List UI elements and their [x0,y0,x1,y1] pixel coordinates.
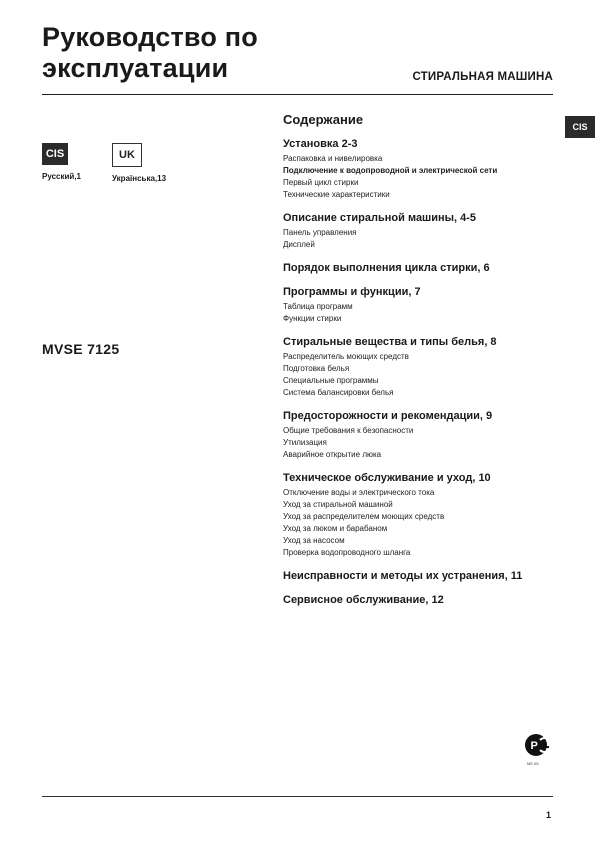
toc-item: Специальные программы [283,376,379,385]
certification-mark-icon [524,733,552,763]
toc-heading[interactable]: Техническое обслуживание и уход, 10 [283,472,491,484]
document-title [42,22,258,84]
toc-heading[interactable]: Порядок выполнения цикла стирки, 6 [283,262,490,274]
bottom-divider [42,796,553,797]
model-number: MVSE 7125 [42,341,120,357]
toc-item: Система балансировки белья [283,388,394,397]
language-label: Русский,1 [42,172,81,181]
toc-section-maintenance [283,472,563,559]
toc-heading[interactable]: Неисправности и методы их устранения, 11 [283,570,523,582]
toc-section-service [283,594,563,607]
toc-item: Аварийное открытие люка [283,450,382,459]
title-line-1: Руководство по [42,22,258,52]
toc-title: Содержание [283,112,364,127]
toc-item: Подготовка белья [283,364,350,373]
toc-heading[interactable]: Установка 2-3 [283,138,358,150]
toc-item: Таблица программ [283,302,353,311]
certification-caption: ME 65 [527,761,539,766]
toc-section-troubleshooting [283,570,563,583]
language-code-badge: CIS [42,143,68,165]
toc-section-programs [283,286,563,325]
product-type: СТИРАЛЬНАЯ МАШИНА [412,71,553,83]
language-side-tab: CIS [565,116,595,138]
toc-item: Технические характеристики [283,190,390,199]
toc-heading[interactable]: Предосторожности и рекомендации, 9 [283,410,493,422]
toc-section-description [283,212,563,251]
language-cis[interactable] [42,143,81,181]
table-of-contents [283,112,563,618]
toc-item: Функции стирки [283,314,342,323]
toc-section-installation [283,138,563,201]
toc-item: Уход за насосом [283,536,345,545]
svg-text:P: P [530,740,538,752]
toc-item: Утилизация [283,438,327,447]
toc-heading[interactable]: Сервисное обслуживание, 12 [283,594,444,606]
toc-item: Проверка водопроводного шланга [283,548,411,557]
language-code-badge: UK [112,143,142,167]
toc-section-wash-cycle [283,262,563,275]
toc-item: Общие требования к безопасности [283,426,414,435]
toc-section-detergents [283,336,563,399]
toc-item: Первый цикл стирки [283,178,359,187]
toc-item: Панель управления [283,228,357,237]
toc-heading[interactable]: Программы и функции, 7 [283,286,421,298]
toc-item: Дисплей [283,240,315,249]
language-uk[interactable] [112,143,166,183]
page-number: 1 [545,810,551,820]
toc-item: Уход за распределителем моющих средств [283,512,445,521]
toc-item: Отключение воды и электрического тока [283,488,435,497]
toc-item: Подключение к водопроводной и электрической сети [283,166,498,175]
toc-heading[interactable]: Стиральные вещества и типы белья, 8 [283,336,497,348]
toc-section-precautions [283,410,563,461]
top-divider [42,94,553,95]
toc-item: Распаковка и нивелировка [283,154,383,163]
language-label: Українська,13 [112,174,167,183]
toc-item: Уход за стиральной машиной [283,500,393,509]
toc-item: Уход за люком и барабаном [283,524,388,533]
title-line-2: эксплуатации [42,53,229,83]
toc-heading[interactable]: Описание стиральной машины, 4-5 [283,212,477,224]
toc-item: Распределитель моющих средств [283,352,409,361]
